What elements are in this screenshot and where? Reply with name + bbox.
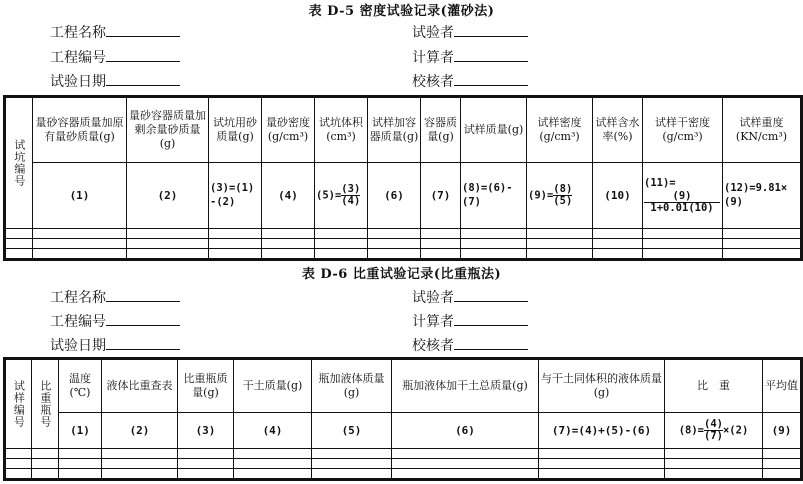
code-c8: (8)=(6)-(7) [461,163,527,229]
header2-c7: 与干土同体积的液体质量(g) [539,359,665,413]
tester-field-2[interactable] [454,287,528,302]
code-c6: (6) [368,163,421,229]
checker-label-2: 校核者 [412,335,528,355]
calculator-label: 计算者 [412,47,528,67]
header-c4: 量砂密度(g/cm³) [262,97,315,163]
table-row[interactable] [5,449,802,459]
code-c12: (12)=9.81×(9) [723,163,802,229]
header-c3: 试坑用砂质量(g) [209,97,262,163]
test-date-field-2[interactable] [106,335,180,350]
header-c9: 试样密度(g/cm³) [527,97,593,163]
specific-gravity-table [3,357,803,481]
header-c2: 量砂容器质量加剩余量砂质量(g) [127,97,209,163]
header2-c1: 温度(℃) [59,359,102,413]
code2-c5: (5) [312,413,392,449]
code-c10: (10) [593,163,643,229]
project-name-field[interactable] [106,22,180,37]
checker-field[interactable] [454,71,528,86]
test-date-label-2: 试验日期 [50,335,180,355]
project-number-field[interactable] [106,47,180,62]
code-c3: (3)=(1)-(2) [209,163,262,229]
formula-row [5,163,802,229]
header-c10: 试样含水率(%) [593,97,643,163]
header-c12: 试样重度(KN/cm³) [723,97,802,163]
table-row[interactable] [5,239,802,249]
header-c5: 试坑体积(cm³) [315,97,368,163]
header-row [5,97,802,163]
header2-c9: 平均值 [763,359,802,413]
header2-c5: 瓶加液体质量(g) [312,359,392,413]
project-name-label-2: 工程名称 [50,287,180,307]
header-c11: 试样干密度(g/cm³) [643,97,723,163]
header2-c4: 干土质量(g) [234,359,312,413]
header-c8: 试样质量(g) [461,97,527,163]
tester-label-2: 试验者 [412,287,528,307]
code-c11: (11)= $\frac{(9)}{1+0.01(10)}$ [643,163,723,229]
table-row[interactable] [5,459,802,469]
code2-c7: (7)=(4)+(5)-(6) [539,413,665,449]
code-c5: (5)= $\frac{(3)}{(4)}$ [315,163,368,229]
header-row-2 [5,359,802,413]
test-date-label: 试验日期 [50,71,180,91]
code2-c8: (8)= $\frac{(4)}{(7)}$ ×(2) [665,413,763,449]
code-c1: (1) [33,163,127,229]
header2-c2: 液体比重查表 [102,359,178,413]
checker-label: 校核者 [412,71,528,91]
code-c7: (7) [421,163,461,229]
project-name-field-2[interactable] [106,287,180,302]
table1-title: 表 D-5 密度试验记录(灌砂法) [308,4,495,19]
header-c7: 容器质量(g) [421,97,461,163]
table2-title: 表 D-6 比重试验记录(比重瓶法) [301,267,502,282]
header-c1: 量砂容器质量加原有量砂质量(g) [33,97,127,163]
code-c2: (2) [127,163,209,229]
code-c4: (4) [262,163,315,229]
project-number-label: 工程编号 [50,47,180,67]
code2-c4: (4) [234,413,312,449]
header-c6: 试样加容器质量(g) [368,97,421,163]
code2-c6: (6) [392,413,539,449]
code2-c9: (9) [763,413,802,449]
header-bottle-no: 比重瓶号 [32,359,59,449]
project-name-label: 工程名称 [50,22,180,42]
project-number-label-2: 工程编号 [50,311,180,331]
code2-c3: (3) [178,413,234,449]
calculator-field-2[interactable] [454,311,528,326]
header2-c6: 瓶加液体加干土总质量(g) [392,359,539,413]
density-test-table [3,95,803,261]
formula-row-2 [5,413,802,449]
tester-label: 试验者 [412,22,528,42]
code2-c2: (2) [102,413,178,449]
header2-c3: 比重瓶质量(g) [178,359,234,413]
header-sample-no: 试坑编号 [5,97,33,229]
project-number-field-2[interactable] [106,311,180,326]
calculator-field[interactable] [454,47,528,62]
table-row[interactable] [5,229,802,239]
code2-c1: (1) [59,413,102,449]
test-date-field[interactable] [106,71,180,86]
calculator-label-2: 计算者 [412,311,528,331]
header2-c8: 比 重 [665,359,763,413]
code-c9: (9)= $\frac{(8)}{(5)}$ [527,163,593,229]
checker-field-2[interactable] [454,335,528,350]
table-row[interactable] [5,469,802,480]
header-sample-no-2: 试样编号 [5,359,32,449]
tester-field[interactable] [454,22,528,37]
table-row[interactable] [5,249,802,260]
